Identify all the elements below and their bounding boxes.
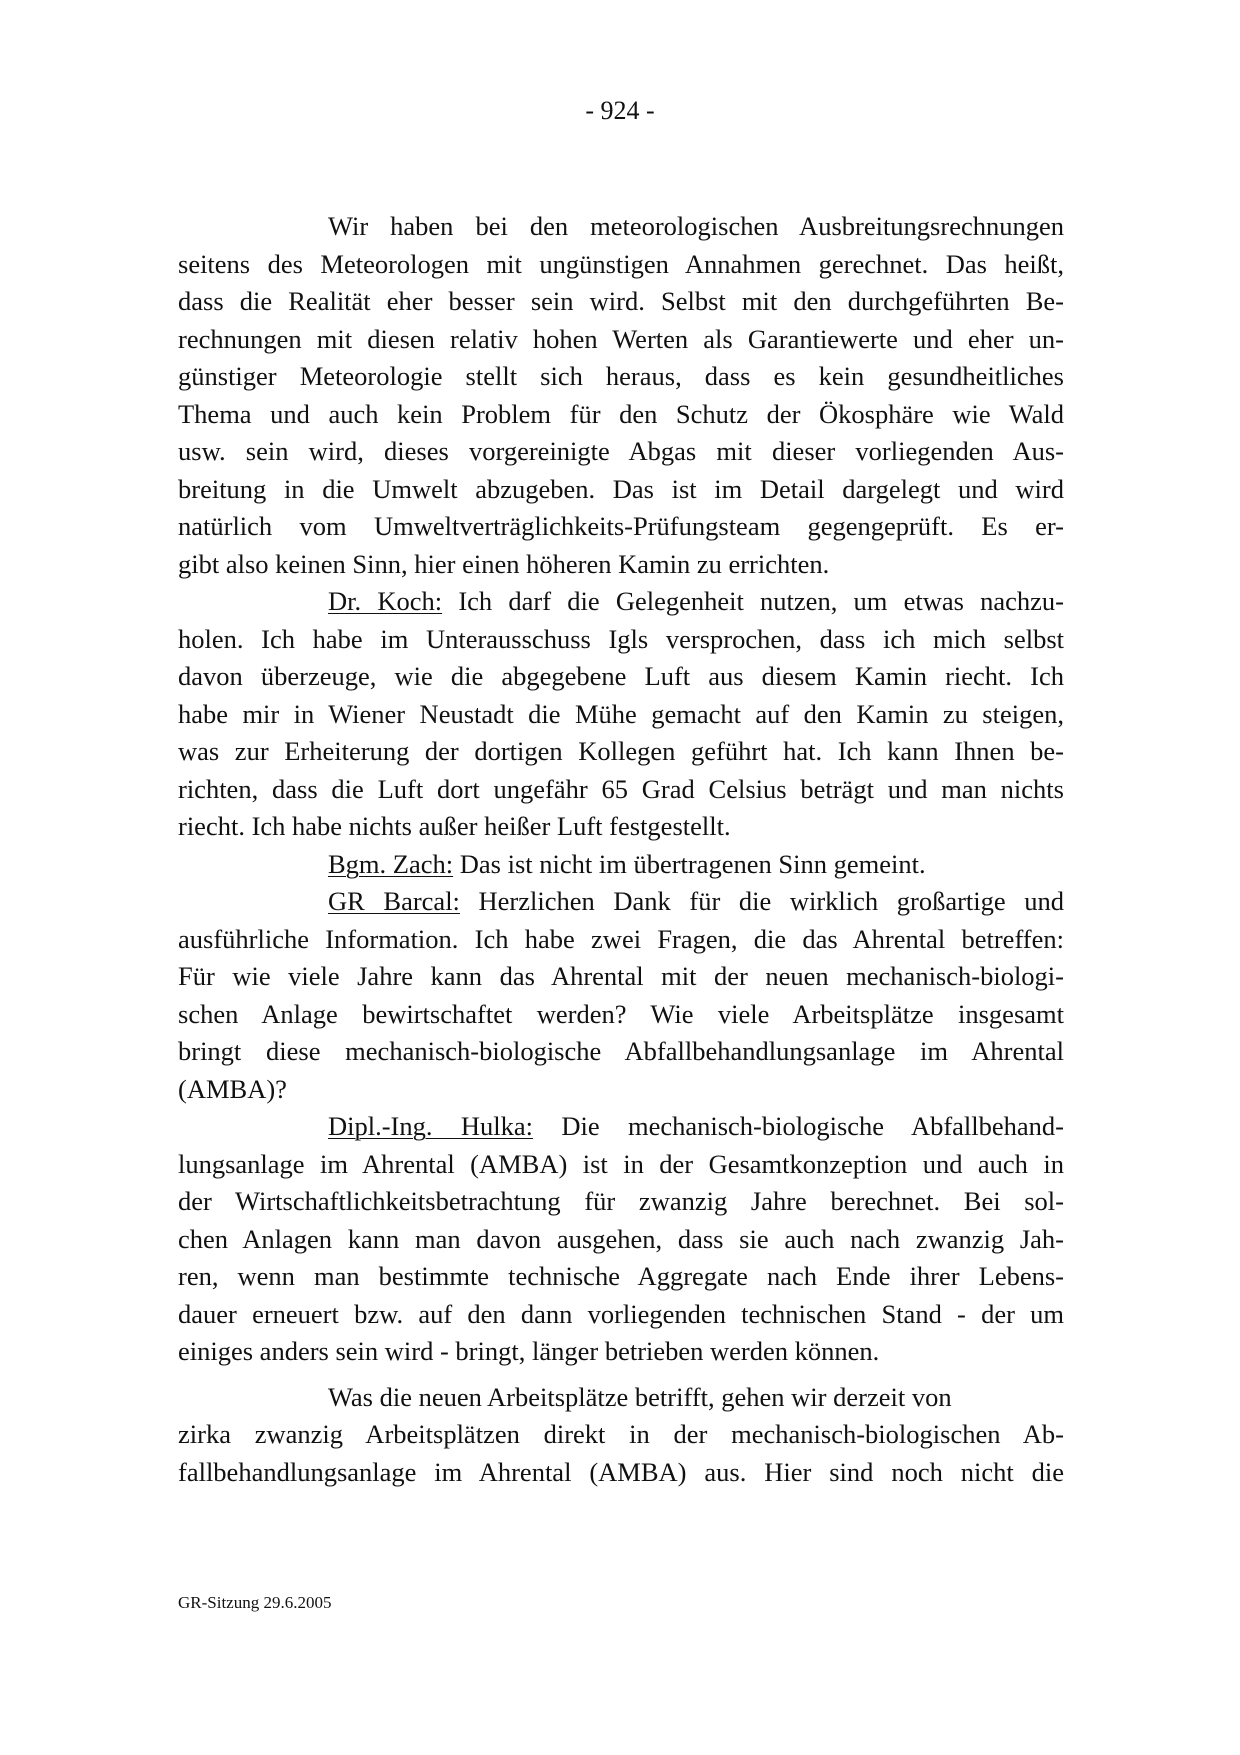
paragraph-bgm-zach [178, 846, 1064, 884]
speaker-name: GR Barcal: [328, 886, 460, 916]
text-line: Was die neuen Arbeitsplätze betrifft, gehen wir derzeit von [328, 1381, 952, 1412]
speech-text: Herzlichen Dank für die wirklich großartige und [459, 886, 1065, 916]
text-line: natürlich vom Umweltverträglichkeits-Prüfungsteam gegengeprüft. Es er- [178, 511, 1064, 541]
text-line: Wir haben bei den meteorologischen Ausbreitungsrechnungen [328, 211, 1064, 241]
text-line [178, 583, 1064, 621]
text-line: (AMBA)? [178, 1073, 287, 1104]
speaker-name: Bgm. Zach: [328, 848, 454, 879]
speaker-name: Dr. Koch: [328, 586, 443, 616]
text-line: was zur Erheiterung der dortigen Kollegen geführt hat. Ich kann Ihnen be- [178, 736, 1064, 766]
text-line: chen Anlagen kann man davon ausgehen, dass sie auch nach zwanzig Jah- [178, 1223, 1064, 1254]
text-line [178, 846, 1064, 884]
footer-session-date: GR-Sitzung 29.6.2005 [178, 1593, 332, 1612]
text-line: habe mir in Wiener Neustadt die Mühe gemacht auf den Kamin zu steigen, [178, 698, 1064, 729]
paragraph [178, 1379, 1064, 1492]
text-line: zirka zwanzig Arbeitsplätzen direkt in der mechanisch-biologischen Ab- [178, 1419, 1064, 1449]
speech-text: Die mechanisch-biologische Abfallbehand- [533, 1111, 1064, 1141]
text-line: einiges anders sein wird - bringt, länger betrieben werden können. [178, 1336, 880, 1366]
text-line [178, 883, 1064, 921]
text-line: der Wirtschaftlichkeitsbetrachtung für zwanzig Jahre berechnet. Bei sol- [178, 1186, 1064, 1216]
text-line: schen Anlage bewirtschaftet werden? Wie viele Arbeitsplätze insgesamt [178, 998, 1064, 1029]
paragraph-dr-koch [178, 583, 1064, 846]
text-line: bringt diese mechanisch-biologische Abfallbehandlungsanlage im Ahrental [178, 1036, 1064, 1066]
text-line: davon überzeuge, wie die abgegebene Luft aus diesem Kamin riecht. Ich [178, 661, 1064, 691]
text-line: lungsanlage im Ahrental (AMBA) ist in der Gesamtkonzeption und auch in [178, 1148, 1064, 1179]
text-line: gibt also keinen Sinn, hier einen höheren Kamin zu errichten. [178, 548, 830, 579]
paragraph-gr-barcal [178, 883, 1064, 1108]
text-line: breitung in die Umwelt abzugeben. Das ist im Detail dargelegt und wird [178, 473, 1064, 504]
speaker-name: Dipl.-Ing. Hulka: [328, 1111, 533, 1141]
paragraph-dipl-ing-hulka [178, 1108, 1064, 1371]
text-line: Thema und auch kein Problem für den Schutz der Ökosphäre wie Wald [178, 398, 1064, 429]
paragraph-gap [178, 1371, 1064, 1379]
page-number: - 924 - [585, 96, 655, 125]
text-line: rechnungen mit diesen relativ hohen Werten als Garantiewerte und eher un- [178, 323, 1064, 354]
text-line: usw. sein wird, dieses vorgereinigte Abgas mit dieser vorliegenden Aus- [178, 436, 1064, 466]
body-text [178, 208, 1064, 1491]
text-line: riecht. Ich habe nichts außer heißer Luft festgestellt. [178, 811, 731, 841]
text-line [178, 1108, 1064, 1146]
text-line: fallbehandlungsanlage im Ahrental (AMBA) aus. Hier sind noch nicht die [178, 1456, 1064, 1487]
text-line: Für wie viele Jahre kann das Ahrental mit der neuen mechanisch-biologi- [178, 961, 1064, 991]
paragraph [178, 208, 1064, 583]
text-line: dass die Realität eher besser sein wird. Selbst mit den durchgeführten Be- [178, 286, 1064, 316]
speech-text: Ich darf die Gelegenheit nutzen, um etwas nachzu- [442, 586, 1065, 616]
text-line: holen. Ich habe im Unterausschuss Igls versprochen, dass ich mich selbst [178, 623, 1064, 654]
text-line: seitens des Meteorologen mit ungünstigen Annahmen gerechnet. Das heißt, [178, 248, 1064, 279]
text-line: ausführliche Information. Ich habe zwei Fragen, die das Ahrental betreffen: [178, 923, 1064, 954]
text-line: richten, dass die Luft dort ungefähr 65 Grad Celsius beträgt und man nichts [178, 773, 1064, 804]
text-line: günstiger Meteorologie stellt sich heraus, dass es kein gesundheitliches [178, 361, 1064, 391]
text-line: ren, wenn man bestimmte technische Aggregate nach Ende ihrer Lebens- [178, 1261, 1064, 1291]
speech-text: Das ist nicht im übertragenen Sinn gemeint. [453, 848, 926, 879]
text-line: dauer erneuert bzw. auf den dann vorliegenden technischen Stand - der um [178, 1298, 1064, 1329]
